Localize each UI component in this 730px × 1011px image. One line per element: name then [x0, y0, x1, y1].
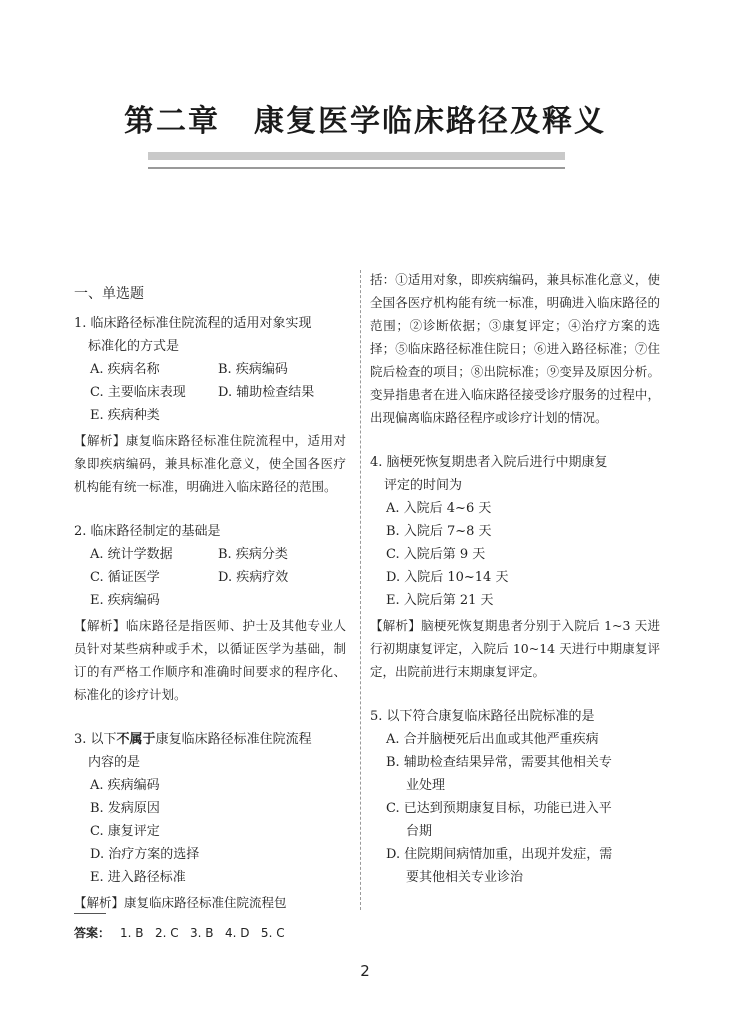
q1-options-cd: [74, 381, 346, 404]
q5-option-d-line2: 要其他相关专业诊治: [406, 870, 524, 885]
q2-option-a: A. 统计学数据: [90, 547, 173, 562]
q5-option-c-line2: 台期: [406, 824, 433, 839]
answer-key: [74, 924, 285, 941]
answer-key-label: 答案：: [74, 926, 111, 940]
q4-stem-line2: 评定的时间为: [384, 478, 463, 493]
q3-stem-line1: [74, 728, 346, 751]
question-2: [74, 520, 346, 706]
q2-option-c: C. 循证医学: [90, 570, 160, 585]
title-rule-thin: [148, 167, 565, 169]
question-4: [370, 451, 660, 683]
q1-options-ab: [74, 358, 346, 381]
q1-option-a: A. 疾病名称: [90, 362, 160, 377]
q2-options-ab: [74, 543, 346, 566]
q1-option-b: B. 疾病编码: [218, 362, 288, 377]
answer-key-text: 1. B 2. C 3. B 4. D 5. C: [120, 926, 285, 940]
q4-explanation: 【解析】脑梗死恢复期患者分别于入院后 1~3 天进行初期康复评定，入院后 10~14 天进行中期康复评定，出院前进行末期康复评定。: [370, 618, 660, 679]
page-number: 2: [360, 962, 370, 980]
q2-options-cd: [74, 566, 346, 589]
answers-rule: [74, 913, 106, 914]
q4-option-a: A. 入院后 4~6 天: [386, 501, 492, 516]
q3-explanation-continued: 括：①适用对象，即疾病编码，兼具标准化意义，使全国各医疗机构能有统一标准，明确进入临床路径的范围；②诊断依据；③康复评定；④治疗方案的选择；⑤临床路径标准住院日；⑥进入路径标准；⑦住院后检查的项目；⑧出院标准；⑨变异及原因分析。变异指患者在进入临床路径接受诊疗服务的过程中，出现偏离临床路径程序或诊疗计划的情况。: [370, 272, 660, 425]
q4-stem-line1: 4. 脑梗死恢复期患者入院后进行中期康复: [370, 455, 608, 470]
q2-explanation: 【解析】临床路径是指医师、护士及其他专业人员针对某些病种或手术，以循证医学为基础，制订的有严格工作顺序和准确时间要求的程序化、标准化的诊疗计划。: [74, 618, 346, 702]
q3-explanation-continued-block: [370, 268, 660, 429]
chapter-label: 第二章: [124, 104, 220, 139]
q2-stem-line1: 2. 临床路径制定的基础是: [74, 524, 221, 539]
q4-option-d: D. 入院后 10~14 天: [386, 570, 509, 585]
chapter-title: [0, 96, 730, 140]
q5-option-b-line1: B. 辅助检查结果异常，需要其他相关专: [386, 755, 612, 770]
q1-stem-line2: 标准化的方式是: [88, 339, 180, 354]
column-divider: [360, 270, 362, 910]
section-heading: 一、单选题: [74, 286, 144, 302]
title-rule-thick: [148, 152, 565, 160]
q1-option-e: E. 疾病种类: [90, 408, 160, 423]
question-5: [370, 705, 660, 889]
right-column: [370, 266, 660, 911]
q3-stem-line2: 内容的是: [88, 755, 141, 770]
q1-option-c: C. 主要临床表现: [90, 385, 186, 400]
q3-option-b: B. 发病原因: [90, 801, 160, 816]
q2-option-b: B. 疾病分类: [218, 547, 288, 562]
q5-option-c-line1: C. 已达到预期康复目标，功能已进入平: [386, 801, 612, 816]
q1-explanation: 【解析】康复临床路径标准住院流程中，适用对象即疾病编码，兼具标准化意义，使全国各医疗机构能有统一标准，明确进入临床路径的范围。: [74, 433, 346, 494]
q3-stem-emphasis: 不属于: [116, 732, 156, 747]
q4-option-e: E. 入院后第 21 天: [386, 593, 494, 608]
q3-stem-pre: 3. 以下: [74, 732, 117, 747]
chapter-name: 康复医学临床路径及释义: [254, 104, 606, 139]
q5-option-b-line2: 业处理: [406, 778, 446, 793]
question-3: [74, 728, 346, 914]
question-1: [74, 312, 346, 498]
q5-stem-line1: 5. 以下符合康复临床路径出院标准的是: [370, 709, 595, 724]
q3-stem-post: 康复临床路径标准住院流程: [155, 732, 312, 747]
q1-option-d: D. 辅助检查结果: [218, 385, 315, 400]
q4-option-c: C. 入院后第 9 天: [386, 547, 486, 562]
q1-stem-line1: 1. 临床路径标准住院流程的适用对象实现: [74, 316, 312, 331]
q4-option-b: B. 入院后 7~8 天: [386, 524, 492, 539]
q3-option-e: E. 进入路径标准: [90, 870, 186, 885]
q3-option-d: D. 治疗方案的选择: [90, 847, 200, 862]
q5-option-a: A. 合并脑梗死后出血或其他严重疾病: [386, 732, 599, 747]
q2-option-e: E. 疾病编码: [90, 593, 160, 608]
q2-option-d: D. 疾病疗效: [218, 570, 289, 585]
q3-explanation-start: 【解析】康复临床路径标准住院流程包: [74, 895, 287, 910]
left-column: [74, 273, 346, 936]
q5-option-d-line1: D. 住院期间病情加重，出现并发症，需: [386, 847, 613, 862]
q3-option-a: A. 疾病编码: [90, 778, 160, 793]
q3-option-c: C. 康复评定: [90, 824, 160, 839]
